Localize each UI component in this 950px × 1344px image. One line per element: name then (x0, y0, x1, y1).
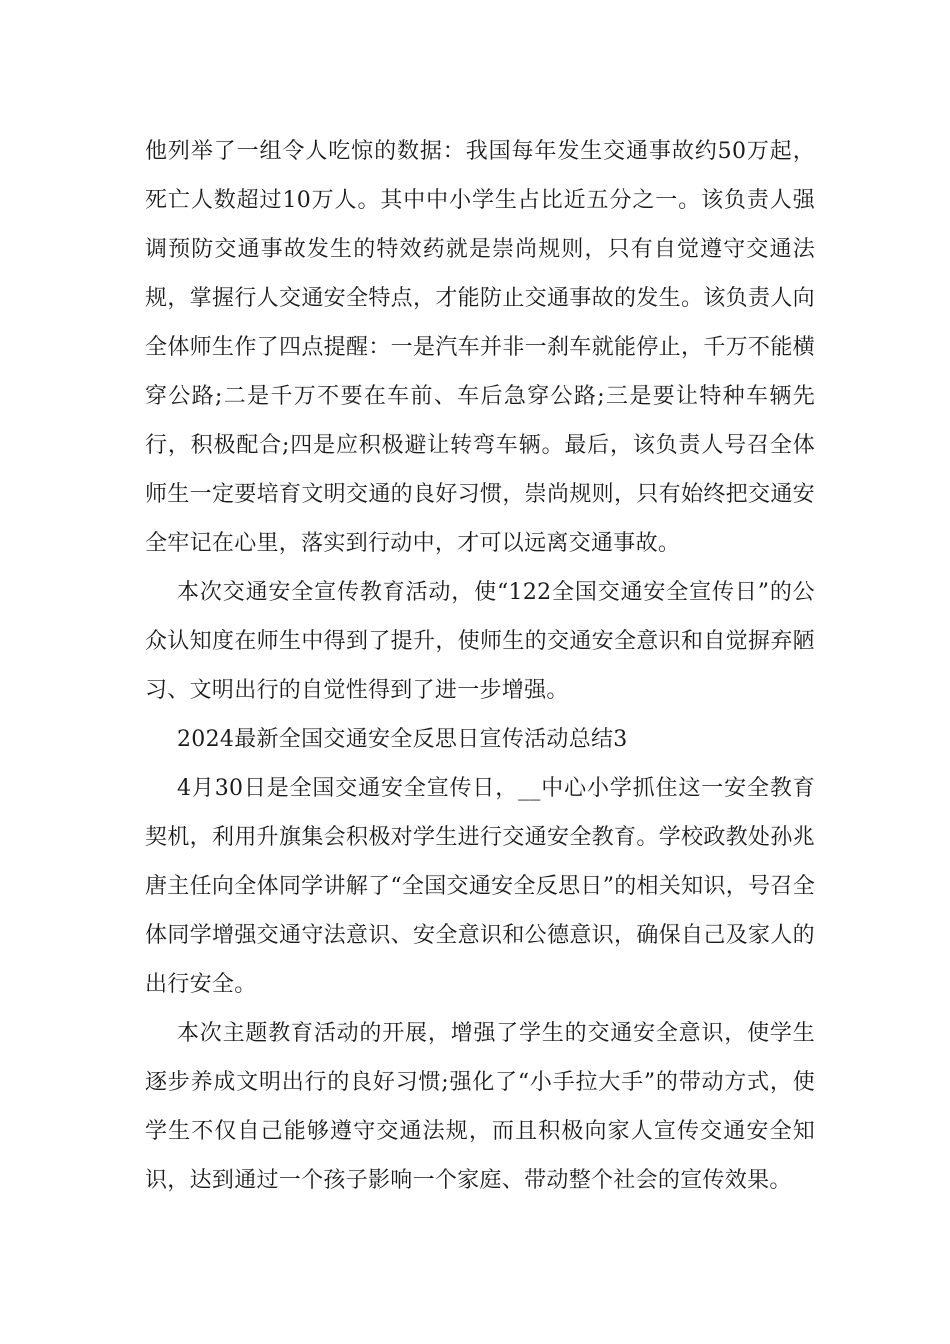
paragraph-statistics: 他列举了一组令人吃惊的数据：我国每年发生交通事故约50万起，死亡人数超过10万人。其中中小学生占比近五分之一。该负责人强调预防交通事故发生的特效药就是崇尚规则，只有自觉遵守交通法规，掌握行人交通安全特点，才能防止交通事故的发生。该负责人向全体师生作了四点提醒：一是汽车并非一刹车就能停止，千万不能横穿公路;二是千万不要在车前、车后急穿公路;三是要让特种车辆先行，积极配合;四是应积极避让转弯车辆。最后，该负责人号召全体师生一定要培育文明交通的良好习惯，崇尚规则，只有始终把交通安全牢记在心里，落实到行动中，才可以远离交通事故。 (145, 139, 815, 556)
section-heading: 2024最新全国交通安全反思日宣传活动总结3 (177, 727, 628, 752)
paragraph-school-event: 4月30日是全国交通安全宣传日，__中心小学抓住这一安全教育契机，利用升旗集会积极对学生进行交通安全教育。学校政教处孙兆唐主任向全体同学讲解了“全国交通安全反思日”的相关知识，号召全体同学增强交通守法意识、安全意识和公德意识，确保自己及家人的出行安全。 (145, 776, 815, 997)
paragraph-activity-effect: 本次交通安全宣传教育活动，使“122全国交通安全宣传日”的公众认知度在师生中得到了提升，使师生的交通安全意识和自觉摒弃陋习、文明出行的自觉性得到了进一步增强。 (145, 580, 815, 703)
paragraph-education-result: 本次主题教育活动的开展，增强了学生的交通安全意识，使学生逐步养成文明出行的良好习惯;强化了“小手拉大手”的带动方式，使学生不仅自己能够遵守交通法规，而且积极向家人宣传交通安全知识，达到通过一个孩子影响一个家庭、带动整个社会的宣传效果。 (145, 1021, 815, 1193)
document-body (145, 127, 815, 1205)
